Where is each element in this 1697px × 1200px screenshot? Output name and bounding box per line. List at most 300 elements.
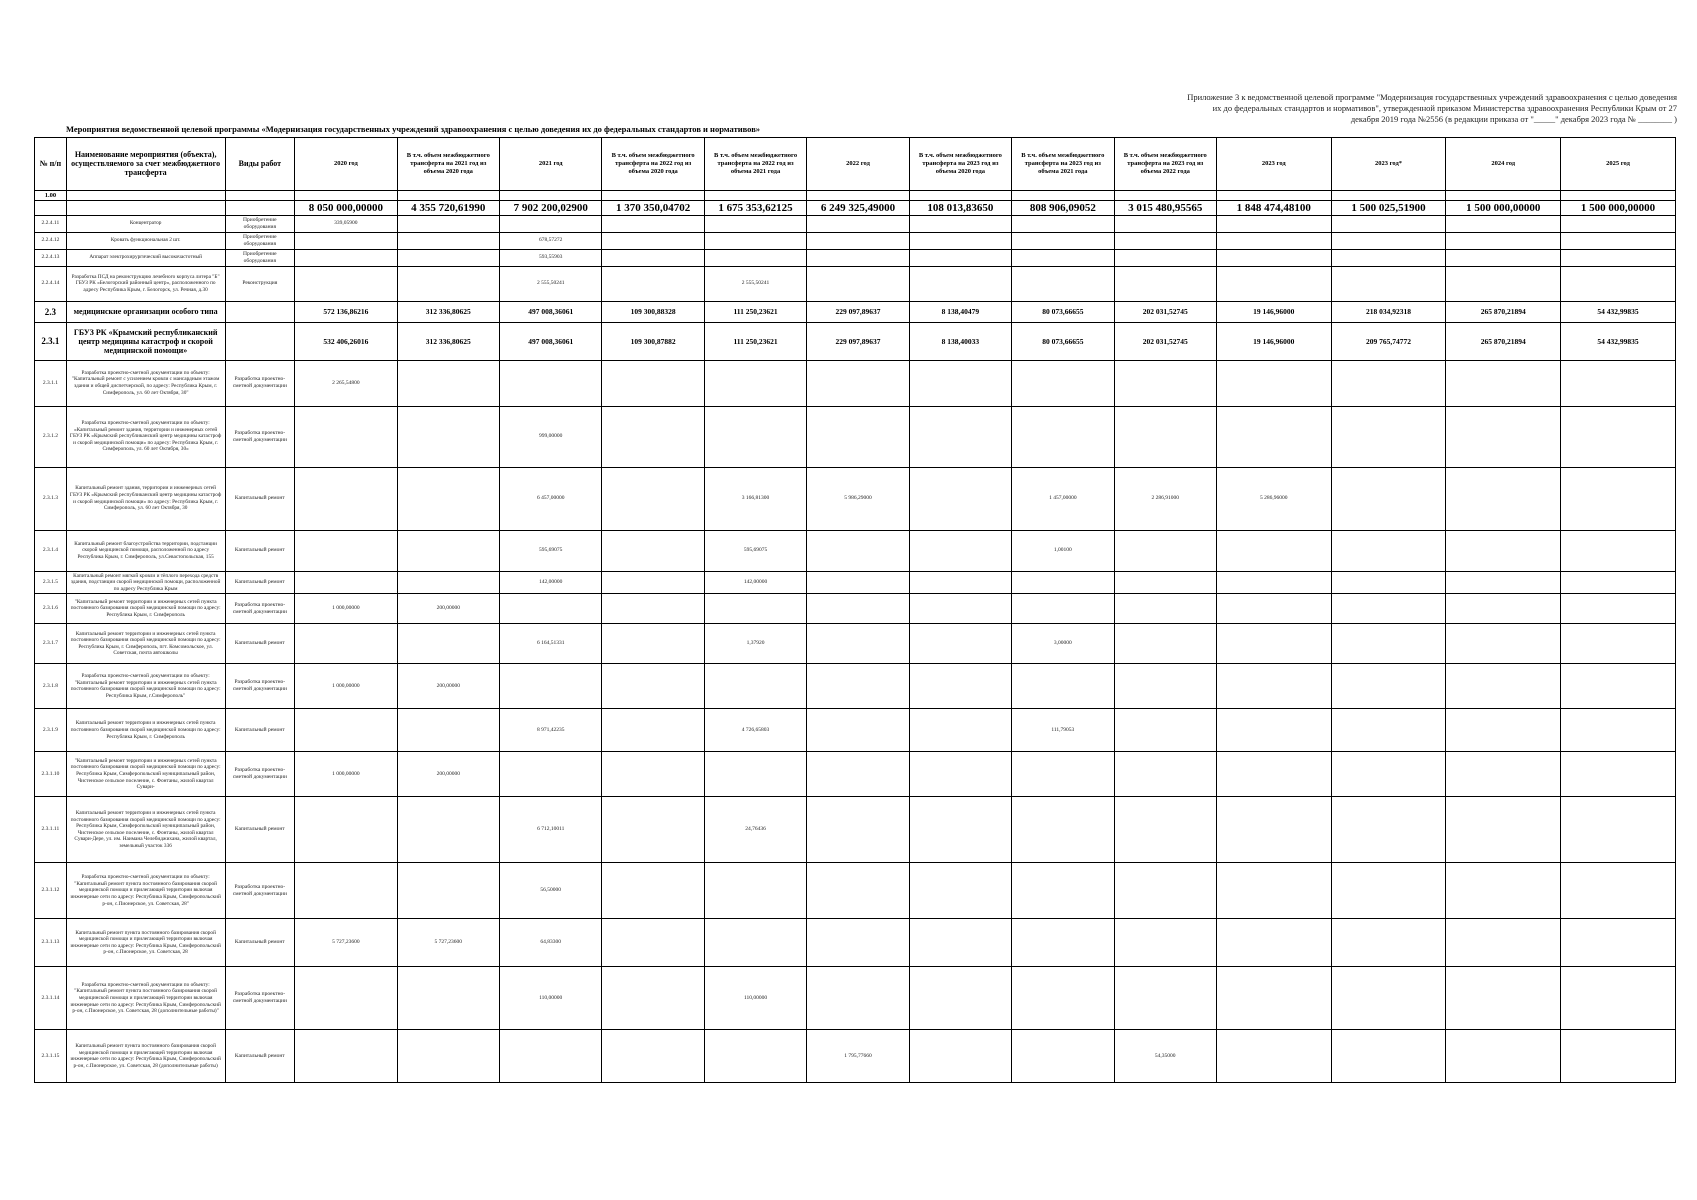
value-cell <box>295 266 397 301</box>
value-cell <box>602 266 704 301</box>
row-work-type: Приобретение оборудования <box>225 215 295 232</box>
value-cell <box>1446 232 1561 249</box>
value-cell <box>807 863 909 919</box>
value-cell: 24,76436 <box>704 797 806 863</box>
value-cell <box>1114 530 1216 571</box>
value-cell <box>909 467 1011 530</box>
value-cell: 19 146,96000 <box>1216 322 1331 360</box>
row-work-type: Капитальный ремонт <box>225 530 295 571</box>
value-cell <box>1216 797 1331 863</box>
table-row <box>35 752 1676 797</box>
value-cell <box>1446 752 1561 797</box>
value-cell: 1 000,00000 <box>295 664 397 709</box>
row-name: Разработка проектно-сметной документации по объекту: "Капитальный ремонт территории и инженерных сетей пункта постоянного базирования скорой медицинской помощи по адресу: Республика Крым, г.Симферополь" <box>66 664 225 709</box>
row-number: 2.3.1.9 <box>35 709 67 752</box>
row-number: 2.3 <box>35 301 67 322</box>
row-work-type <box>225 322 295 360</box>
value-cell <box>1561 360 1676 406</box>
value-cell <box>295 797 397 863</box>
table-row <box>35 967 1676 1030</box>
row-number: 2.3.1.1 <box>35 360 67 406</box>
header-transfer-2022-from-2020: В т.ч. объем межбюджетного трансферта на 2022 год из объема 2020 года <box>602 137 704 190</box>
row-number: 2.3.1.15 <box>35 1030 67 1083</box>
row-work-type: Разработка проектно-сметной документации <box>225 664 295 709</box>
value-cell <box>295 709 397 752</box>
value-cell <box>397 406 499 467</box>
value-cell <box>1331 967 1446 1030</box>
value-cell: 265 870,21894 <box>1446 301 1561 322</box>
value-cell <box>1446 266 1561 301</box>
value-cell <box>1012 752 1114 797</box>
value-cell <box>1216 215 1331 232</box>
row-name: Разработка проектно-сметной документации по объекту: "Капитальный ремонт пункта постоянного базирования скорой медицинской помощи и прилегающей территории включая инженерные сети по адресу: Республика Крым, Симферопольский р-он, с.Пионерское, ул. Советская, 28 (дополнительные работы)" <box>66 967 225 1030</box>
value-cell <box>1446 967 1561 1030</box>
header-transfer-2021-from-2020: В т.ч. объем межбюджетного трансферта на 2021 год из объема 2020 года <box>397 137 499 190</box>
value-cell <box>1446 249 1561 266</box>
value-cell <box>1216 530 1331 571</box>
value-cell <box>909 752 1011 797</box>
value-cell <box>1331 215 1446 232</box>
value-cell <box>397 1030 499 1083</box>
value-cell: 109 300,87882 <box>602 322 704 360</box>
value-cell <box>500 594 602 624</box>
value-cell <box>1561 624 1676 664</box>
value-cell: 202 031,52745 <box>1114 301 1216 322</box>
header-transfer-2023-from-2020: В т.ч. объем межбюджетного трансферта на 2023 год из объема 2020 года <box>909 137 1011 190</box>
value-cell <box>602 919 704 967</box>
value-cell <box>1446 360 1561 406</box>
table-row <box>35 266 1676 301</box>
value-cell: 111 250,23621 <box>704 322 806 360</box>
value-cell: 497 008,36061 <box>500 301 602 322</box>
value-cell: 229 097,89637 <box>807 322 909 360</box>
value-cell <box>1446 624 1561 664</box>
value-cell <box>1446 571 1561 594</box>
value-cell <box>1446 919 1561 967</box>
value-cell <box>704 919 806 967</box>
value-cell <box>1012 664 1114 709</box>
value-cell: 1,37920 <box>704 624 806 664</box>
value-cell: 595,69075 <box>500 530 602 571</box>
row-work-type: Разработка проектно-сметной документации <box>225 752 295 797</box>
row-name: Капитальный ремонт территории и инженерных сетей пункта постоянного базирования скорой медицинской помощи по адресу: Республика Крым, г. Симферополь, пгт. Комсомольское, ул. Советская, почта автошколы <box>66 624 225 664</box>
value-cell <box>807 624 909 664</box>
value-cell: 3,00000 <box>1012 624 1114 664</box>
program-table <box>34 134 1676 1083</box>
value-cell <box>909 863 1011 919</box>
row-number: 2.3.1.3 <box>35 467 67 530</box>
value-cell <box>807 249 909 266</box>
value-cell <box>1561 863 1676 919</box>
value-cell <box>1216 571 1331 594</box>
value-cell <box>397 266 499 301</box>
value-cell <box>807 215 909 232</box>
row-work-type: Капитальный ремонт <box>225 1030 295 1083</box>
value-cell <box>1114 571 1216 594</box>
table-row <box>35 919 1676 967</box>
appendix-line-1: Приложение 3 к ведомственной целевой программе "Модернизация государственных учреждений здравоохранения с целью доведения <box>1187 92 1677 102</box>
table-row <box>35 664 1676 709</box>
value-cell: 209 765,74772 <box>1331 322 1446 360</box>
value-cell <box>397 967 499 1030</box>
row-work-type <box>225 301 295 322</box>
appendix-note <box>1180 92 1677 125</box>
value-cell <box>909 594 1011 624</box>
row-number: 2.3.1 <box>35 322 67 360</box>
value-cell <box>295 467 397 530</box>
value-cell <box>1216 624 1331 664</box>
value-cell: 5 286,96000 <box>1216 467 1331 530</box>
header-number: № п/п <box>35 137 67 190</box>
section-row <box>35 322 1676 360</box>
value-cell: 312 336,80625 <box>397 301 499 322</box>
row-number: 2.3.1.5 <box>35 571 67 594</box>
value-cell <box>807 571 909 594</box>
total-cell: 1 500 025,51900 <box>1331 200 1446 215</box>
value-cell <box>807 594 909 624</box>
value-cell: 8 138,40033 <box>909 322 1011 360</box>
value-cell <box>397 571 499 594</box>
total-cell: 1 370 350,04702 <box>602 200 704 215</box>
value-cell: 1 000,00000 <box>295 594 397 624</box>
value-cell <box>1561 232 1676 249</box>
value-cell <box>1114 266 1216 301</box>
row-number: 2.2.4.12 <box>35 232 67 249</box>
value-cell <box>602 594 704 624</box>
appendix-line-2: их до федеральных стандартов и нормативов", утвержденной приказом Министерства здравоохранения Республики Крым от 27 <box>1212 103 1677 113</box>
value-cell <box>500 1030 602 1083</box>
table-row <box>35 709 1676 752</box>
value-cell <box>1446 863 1561 919</box>
value-cell <box>1331 624 1446 664</box>
row-name: Капитальный ремонт пункта постоянного базирования скорой медицинской помощи и прилегающей территории включая инженерные сети по адресу: Республика Крым, Симферопольский р-он, с.Пионерское, ул. Советская, 28 <box>66 919 225 967</box>
value-cell <box>500 360 602 406</box>
value-cell: 6 457,00000 <box>500 467 602 530</box>
value-cell: 200,00000 <box>397 594 499 624</box>
value-cell <box>602 624 704 664</box>
value-cell <box>909 406 1011 467</box>
row-name: Капитальный ремонт пункта постоянного базирования скорой медицинской помощи и прилегающей территории включая инженерные сети по адресу: Республика Крым, Симферопольский р-он, с.Пионерское, ул. Советская, 28 (дополнительные работы) <box>66 1030 225 1083</box>
numbering-cell: 1.00 <box>35 190 67 200</box>
value-cell <box>704 249 806 266</box>
value-cell <box>1216 863 1331 919</box>
table-row <box>35 232 1676 249</box>
value-cell <box>295 232 397 249</box>
table-row <box>35 1030 1676 1083</box>
row-number: 2.2.4.14 <box>35 266 67 301</box>
value-cell: 593,55903 <box>500 249 602 266</box>
value-cell <box>1561 797 1676 863</box>
numbering-row <box>35 190 1676 200</box>
value-cell <box>1446 709 1561 752</box>
value-cell: 8 971,42235 <box>500 709 602 752</box>
value-cell <box>397 467 499 530</box>
value-cell <box>1012 360 1114 406</box>
appendix-line-3: декабря 2019 года №2556 (в редакции приказа от "_____" декабря 2023 года № ________ ) <box>1350 114 1677 124</box>
value-cell <box>1331 1030 1446 1083</box>
value-cell <box>602 967 704 1030</box>
value-cell <box>602 530 704 571</box>
value-cell <box>1561 530 1676 571</box>
value-cell <box>1561 571 1676 594</box>
value-cell <box>807 967 909 1030</box>
value-cell <box>1216 360 1331 406</box>
value-cell <box>1012 266 1114 301</box>
value-cell <box>1446 406 1561 467</box>
value-cell <box>909 571 1011 594</box>
row-work-type: Капитальный ремонт <box>225 797 295 863</box>
row-work-type: Приобретение оборудования <box>225 249 295 266</box>
value-cell <box>397 863 499 919</box>
value-cell: 229 097,89637 <box>807 301 909 322</box>
value-cell <box>1561 594 1676 624</box>
value-cell: 200,00000 <box>397 664 499 709</box>
value-cell: 1 457,00000 <box>1012 467 1114 530</box>
value-cell: 80 073,66655 <box>1012 301 1114 322</box>
value-cell <box>704 232 806 249</box>
value-cell <box>602 232 704 249</box>
value-cell <box>704 664 806 709</box>
row-number: 2.3.1.6 <box>35 594 67 624</box>
value-cell <box>807 360 909 406</box>
value-cell <box>1114 863 1216 919</box>
row-name: Капитальный ремонт территории и инженерных сетей пункта постоянного базирования скорой медицинской помощи по адресу: Республика Крым, г. Симферополь <box>66 709 225 752</box>
value-cell: 6 164,51331 <box>500 624 602 664</box>
value-cell <box>602 797 704 863</box>
table-row <box>35 594 1676 624</box>
row-name: Концентратор <box>66 215 225 232</box>
value-cell: 5 986,29000 <box>807 467 909 530</box>
value-cell <box>1114 919 1216 967</box>
total-cell: 1 848 474,48100 <box>1216 200 1331 215</box>
table-row <box>35 797 1676 863</box>
value-cell <box>295 406 397 467</box>
row-name: "Капитальный ремонт территории и инженерных сетей пункта постоянного базирования скорой медицинской помощи по адресу: Республика Крым, Симферопольский муниципальный район, Чистенское сельское поселение, с. Фонтаны, жилой квартал Сувари- <box>66 752 225 797</box>
value-cell <box>1561 1030 1676 1083</box>
row-name <box>66 200 225 215</box>
value-cell <box>1561 467 1676 530</box>
value-cell <box>1012 571 1114 594</box>
row-name: Аппарат электрохирургический высокочастотный <box>66 249 225 266</box>
value-cell <box>909 1030 1011 1083</box>
value-cell: 678,57272 <box>500 232 602 249</box>
header-2020: 2020 год <box>295 137 397 190</box>
value-cell: 2 265,54800 <box>295 360 397 406</box>
header-2021: 2021 год <box>500 137 602 190</box>
header-transfer-2022-from-2021: В т.ч. объем межбюджетного трансферта на 2022 год из объема 2021 года <box>704 137 806 190</box>
header-transfer-2023-from-2021: В т.ч. объем межбюджетного трансферта на 2023 год из объема 2021 года <box>1012 137 1114 190</box>
row-number: 2.3.1.2 <box>35 406 67 467</box>
value-cell <box>1561 967 1676 1030</box>
table-row <box>35 624 1676 664</box>
header-transfer-2023-from-2022: В т.ч. объем межбюджетного трансферта на 2023 год из объема 2022 года <box>1114 137 1216 190</box>
row-number: 2.2.4.13 <box>35 249 67 266</box>
value-cell <box>1216 752 1331 797</box>
value-cell <box>397 249 499 266</box>
value-cell <box>1331 571 1446 594</box>
value-cell: 111,79053 <box>1012 709 1114 752</box>
value-cell <box>704 215 806 232</box>
value-cell <box>602 467 704 530</box>
table-row <box>35 249 1676 266</box>
value-cell <box>1331 360 1446 406</box>
row-name: Капитальный ремонт благоустройства территории, подстанции скорой медицинской помощи, расположенной по адресу Республика Крым, г. Симферополь, ул.Севастопольская, 155 <box>66 530 225 571</box>
value-cell <box>397 624 499 664</box>
value-cell <box>1012 232 1114 249</box>
value-cell <box>909 664 1011 709</box>
value-cell <box>1012 249 1114 266</box>
value-cell: 200,00000 <box>397 752 499 797</box>
value-cell <box>500 752 602 797</box>
value-cell <box>602 360 704 406</box>
value-cell: 2 555,50241 <box>500 266 602 301</box>
value-cell: 19 146,96000 <box>1216 301 1331 322</box>
value-cell <box>1012 797 1114 863</box>
row-work-type: Приобретение оборудования <box>225 232 295 249</box>
value-cell <box>1446 1030 1561 1083</box>
value-cell: 532 406,26016 <box>295 322 397 360</box>
totals-row <box>35 200 1676 215</box>
value-cell <box>1114 249 1216 266</box>
total-cell: 1 500 000,00000 <box>1561 200 1676 215</box>
row-number: 2.3.1.10 <box>35 752 67 797</box>
row-name: Разработка ПСД на реконструкцию лечебного корпуса литера "Б" ГБУЗ РК «Белогорский районный центр», расположенного по адресу Республика Крым, г. Белогорск, ул. Речная, д.30 <box>66 266 225 301</box>
value-cell <box>602 571 704 594</box>
value-cell <box>1561 752 1676 797</box>
row-name: ГБУЗ РК «Крымский республиканский центр медицины катастроф и скорой медицинской помощи» <box>66 322 225 360</box>
value-cell <box>807 664 909 709</box>
value-cell <box>1561 266 1676 301</box>
value-cell <box>1331 863 1446 919</box>
value-cell <box>909 232 1011 249</box>
value-cell <box>1446 594 1561 624</box>
value-cell <box>807 752 909 797</box>
value-cell <box>807 919 909 967</box>
table-row <box>35 863 1676 919</box>
total-cell: 108 013,83650 <box>909 200 1011 215</box>
value-cell <box>1012 919 1114 967</box>
value-cell: 312 336,80625 <box>397 322 499 360</box>
value-cell <box>602 406 704 467</box>
total-cell: 808 906,09052 <box>1012 200 1114 215</box>
total-cell: 1 500 000,00000 <box>1446 200 1561 215</box>
value-cell: 5 727,23600 <box>397 919 499 967</box>
value-cell: 54,35000 <box>1114 1030 1216 1083</box>
value-cell: 1,00100 <box>1012 530 1114 571</box>
value-cell <box>500 215 602 232</box>
section-row <box>35 301 1676 322</box>
row-name: Капитальный ремонт мягкой кровли и тёплого перехода средств здания, подстанции скорой медицинской помощи, расположенной по адресу Республика Крым <box>66 571 225 594</box>
value-cell <box>1114 360 1216 406</box>
table-row <box>35 215 1676 232</box>
value-cell <box>1216 709 1331 752</box>
value-cell <box>295 967 397 1030</box>
value-cell <box>1561 249 1676 266</box>
row-number: 2.3.1.8 <box>35 664 67 709</box>
value-cell <box>909 624 1011 664</box>
row-work-type <box>225 200 295 215</box>
value-cell <box>704 360 806 406</box>
row-name: "Капитальный ремонт территории и инженерных сетей пункта постоянного базирования скорой медицинской помощи по адресу: Республика Крым, г. Симферополь <box>66 594 225 624</box>
value-cell <box>1114 215 1216 232</box>
value-cell <box>1114 406 1216 467</box>
value-cell: 999,00000 <box>500 406 602 467</box>
value-cell: 1 000,00000 <box>295 752 397 797</box>
value-cell <box>1216 967 1331 1030</box>
table-row <box>35 530 1676 571</box>
value-cell: 142,00000 <box>500 571 602 594</box>
value-cell <box>397 232 499 249</box>
value-cell <box>1331 406 1446 467</box>
value-cell: 110,00000 <box>500 967 602 1030</box>
row-number: 2.3.1.11 <box>35 797 67 863</box>
value-cell <box>807 232 909 249</box>
value-cell: 5 727,23600 <box>295 919 397 967</box>
row-number: 2.3.1.4 <box>35 530 67 571</box>
row-name: медицинские организации особого типа <box>66 301 225 322</box>
value-cell <box>1012 967 1114 1030</box>
value-cell: 109 300,88328 <box>602 301 704 322</box>
total-cell: 6 249 325,49000 <box>807 200 909 215</box>
value-cell <box>909 967 1011 1030</box>
total-cell: 1 675 353,62125 <box>704 200 806 215</box>
value-cell <box>295 530 397 571</box>
value-cell: 6 712,10011 <box>500 797 602 863</box>
value-cell: 54 432,99835 <box>1561 301 1676 322</box>
value-cell <box>704 752 806 797</box>
value-cell <box>1331 530 1446 571</box>
value-cell: 497 008,36061 <box>500 322 602 360</box>
value-cell: 595,69075 <box>704 530 806 571</box>
row-work-type: Капитальный ремонт <box>225 467 295 530</box>
value-cell <box>704 406 806 467</box>
value-cell <box>397 215 499 232</box>
value-cell <box>704 1030 806 1083</box>
value-cell <box>602 249 704 266</box>
row-work-type: Капитальный ремонт <box>225 709 295 752</box>
total-cell: 8 050 000,00000 <box>295 200 397 215</box>
value-cell <box>807 797 909 863</box>
value-cell <box>807 266 909 301</box>
value-cell <box>1561 709 1676 752</box>
value-cell <box>1331 709 1446 752</box>
value-cell <box>1216 594 1331 624</box>
row-work-type: Реконструкция <box>225 266 295 301</box>
value-cell: 339,05900 <box>295 215 397 232</box>
value-cell <box>807 406 909 467</box>
value-cell: 110,00000 <box>704 967 806 1030</box>
value-cell <box>295 624 397 664</box>
row-work-type: Разработка проектно-сметной документации <box>225 594 295 624</box>
value-cell <box>602 664 704 709</box>
value-cell <box>704 594 806 624</box>
value-cell <box>1216 406 1331 467</box>
row-number <box>35 200 67 215</box>
value-cell <box>1114 624 1216 664</box>
total-cell: 4 355 720,61990 <box>397 200 499 215</box>
value-cell <box>1446 530 1561 571</box>
value-cell <box>909 797 1011 863</box>
row-number: 2.3.1.12 <box>35 863 67 919</box>
value-cell <box>1216 266 1331 301</box>
value-cell: 218 034,92318 <box>1331 301 1446 322</box>
value-cell <box>295 571 397 594</box>
header-work-type: Виды работ <box>225 137 295 190</box>
value-cell <box>1216 232 1331 249</box>
header-2023-star: 2023 год* <box>1331 137 1446 190</box>
value-cell <box>1331 752 1446 797</box>
row-name: Капитальный ремонт территории и инженерных сетей пункта постоянного базирования скорой медицинской помощи по адресу: Республика Крым, Симферопольский муниципальный район, Чистенское сельское поселение, с. Фонтаны, жилой квартал Сувари-Дере, ул. им. Наимана Челебиджихана, жилой квартал, земельный участок 336 <box>66 797 225 863</box>
